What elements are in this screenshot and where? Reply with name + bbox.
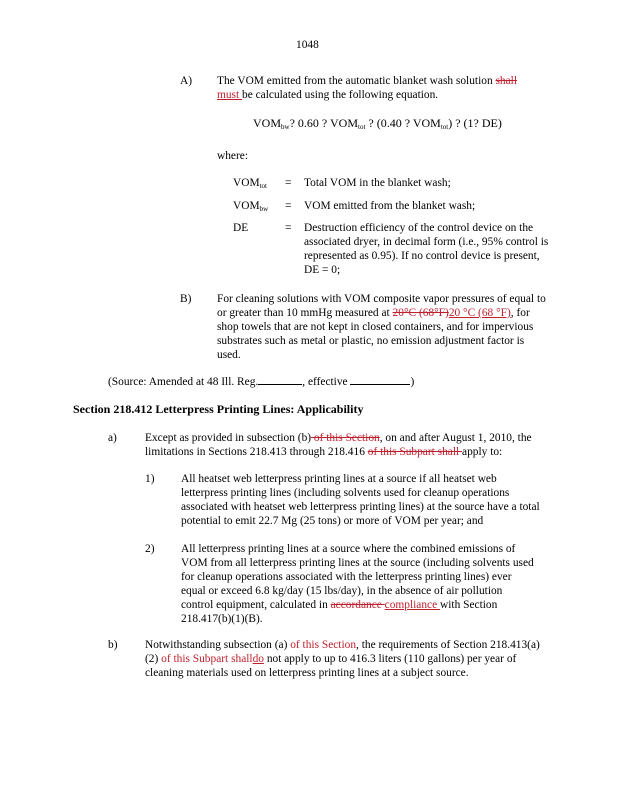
item-b-label: B) bbox=[180, 293, 192, 305]
blank-line bbox=[258, 374, 302, 385]
blank-line bbox=[350, 374, 410, 385]
deleted-text: of this Section bbox=[311, 432, 380, 444]
source-note: (Source: Amended at 48 Ill. Reg. , effective ) bbox=[108, 376, 415, 388]
sub-a-label: a) bbox=[108, 432, 117, 444]
sub-b-label: b) bbox=[108, 639, 118, 651]
def-term-2: $VOM_{bw}$ bbox=[233, 200, 269, 213]
def-eq-3: = bbox=[285, 222, 292, 234]
deleted-text: of this Subpart shall bbox=[367, 446, 463, 458]
deleted-text: 20°C (68°F) bbox=[392, 307, 449, 319]
where-label: where: bbox=[217, 150, 248, 162]
def-term-1: $VOM_{tot}$ bbox=[233, 177, 267, 190]
section-heading: Section 218.412 Letterpress Printing Lines: Applicability bbox=[73, 402, 364, 416]
inserted-text: 20 °C (68 °F) bbox=[448, 307, 511, 319]
item-a-text: The VOM emitted from the automatic blanket wash solution shall must be calculated using the following equation. bbox=[217, 75, 518, 101]
def-eq-1: = bbox=[285, 177, 292, 189]
sub-a1-label: 1) bbox=[145, 473, 155, 485]
inserted-text: must bbox=[217, 89, 243, 101]
def-desc-1: Total VOM in the blanket wash; bbox=[304, 177, 451, 189]
sub-b-text: Notwithstanding subsection (a) of this Section, the requirements of Section 218.413(a)(2) of this Subpart shalldo not apply to up to 416.3 liters (110 gallons) per year of cleaning materials used on letterpress printing lines at a subject source. bbox=[145, 639, 540, 679]
sub-a2-text: All letterpress printing lines at a source where the combined emissions of VOM from all letterpress printing lines at the source (including solvents used for cleanup operations associated with the letterpress printing lines) ever equal or exceed 6.8 kg/day (15 lbs/day), in the absence of air pollution control equipment, calculated in accordance compliance with Section 218.417(b)(1)(B). bbox=[181, 543, 534, 625]
deleted-text: accordance bbox=[330, 599, 385, 611]
def-eq-2: = bbox=[285, 200, 292, 212]
item-b-text: For cleaning solutions with VOM composite vapor pressures of equal to or greater than 10 mmHg measured at 20°C (68°F)20 °C (68 °F), for shop towels that are not kept in closed containers, and for impervious substrates such as metal or plastic, no emission adjustment factor is used. bbox=[217, 293, 546, 361]
sub-a2-label: 2) bbox=[145, 543, 155, 555]
inserted-text: compliance bbox=[384, 599, 441, 611]
def-desc-2: VOM emitted from the blanket wash; bbox=[304, 200, 476, 212]
page-number: 1048 bbox=[296, 39, 319, 51]
sub-a-text: Except as provided in subsection (b) of this Section, on and after August 1, 2010, the limitations in Sections 218.413 through 218.416 of this Subpart shall apply to: bbox=[145, 432, 532, 458]
deleted-text: shall bbox=[495, 75, 518, 87]
inserted-text: do bbox=[252, 653, 264, 665]
def-term-3: DE bbox=[233, 222, 249, 234]
def-desc-3: Destruction efficiency of the control device on the associated dryer, in decimal form (i.e., 95% control is represented as 0.95). If no control device is present, DE = 0; bbox=[304, 222, 549, 276]
amended-text: of this Section bbox=[290, 639, 357, 651]
equation: $VOM_{bw}$? 0.60 ? $VOM_{tot}$ ? (0.40 ? $VOM_{tot}$) ? (1? DE) bbox=[253, 116, 502, 131]
amended-text: of this Subpart shall bbox=[161, 653, 253, 665]
sub-a1-text: All heatset web letterpress printing lines at a source if all heatset web letterpress printing lines (including solvents used for cleanup operations associated with heatset web letterpress printing lines) at the source have a total potential to emit 22.7 Mg (25 tons) or more of VOM per year; and bbox=[181, 473, 540, 527]
item-a-label: A) bbox=[180, 75, 193, 87]
